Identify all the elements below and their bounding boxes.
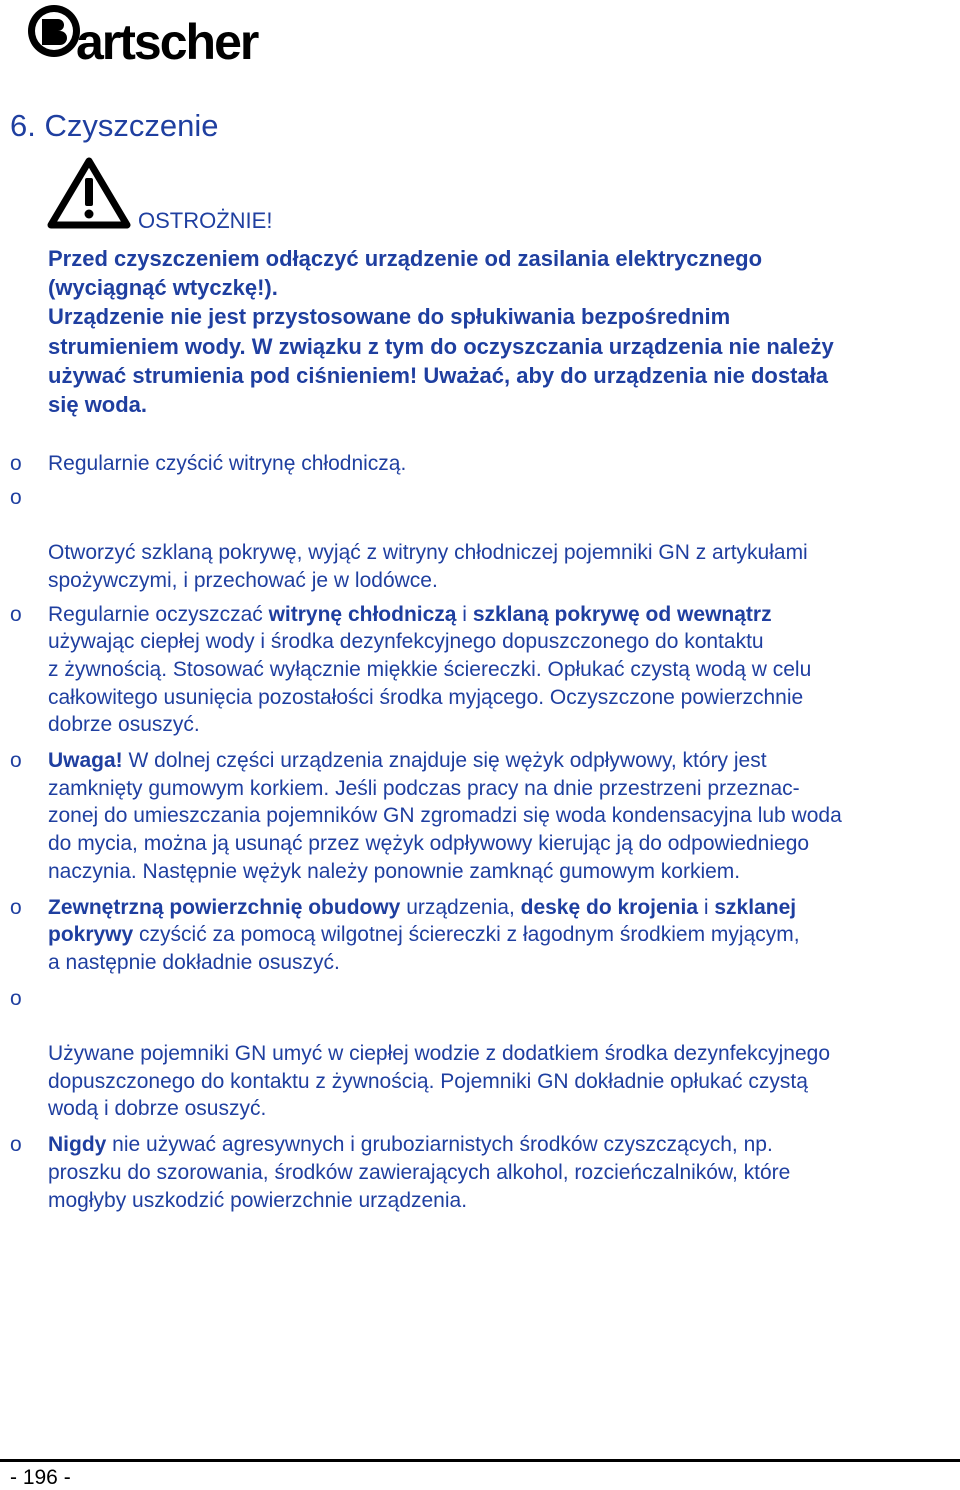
list-item [0,484,960,595]
warning-line: Przed czyszczeniem odłączyć urządzenie od zasilania elektrycznego (wyciągnąć wtyczkę!). [48,246,763,301]
item-text: czyścić za pomocą wilgotnej ściereczki z łagodnym środkiem myjącym, a następnie dokładnie osuszyć. [48,923,800,974]
list-item [0,894,960,977]
bullet: o [10,602,22,626]
bartscher-logo [14,4,258,70]
item-bold: witrynę chłodniczą [268,602,457,626]
list-item [0,450,960,478]
item-bold: Uwaga! [48,749,123,773]
item-text: nie używać agresywnych i gruboziarnistych środków czyszczących, np. proszku do szorowania, środków zawierających alkohol, rozcieńczalników, które mogłyby uszkodzić powierzchnie urządzenia. [48,1133,791,1212]
item-text: Regularnie czyścić witrynę chłodniczą. [48,452,407,475]
cleaning-instructions-list [0,450,960,1214]
item-text: Używane pojemniki GN umyć w ciepłej wodzie z dodatkiem środka dezynfekcyjnego dopuszczonego do kontaktu z żywnością. Pojemniki GN dokładnie opłukać czystą wodą i dobrze osuszyć. [48,1042,831,1121]
list-item [0,1131,960,1214]
bullet: o [10,986,22,1010]
svg-text:artscher: artscher [76,14,258,70]
item-text: używając ciepłej wody i środka dezynfekcyjnego dopuszczonego do kontaktu z żywnością. Stosować wyłącznie miękkie ściereczki. Opłukać czystą wodą w celu całkowitego usunięcia pozostałości środka myjącego. Oczyszczone powierzchnie dobrze osuszyć. [48,630,812,737]
bullet: o [10,452,22,475]
warning-text [48,244,928,419]
bullet: o [10,485,22,509]
warning-line: Urządzenie nie jest przystosowane do spłukiwania bezpośrednim strumieniem wody. W związku z tym do oczyszczania urządzenia nie należy używać strumienia pod ciśnieniem! Uważać, aby do urządzenia nie dostała się woda. [48,304,834,418]
list-item [0,601,960,740]
list-item [0,985,960,1124]
item-text: Regularnie oczyszczać [48,602,269,626]
item-text: W dolnej części urządzenia znajduje się wężyk odpływowy, który jest zamknięty gumowym korkiem. Jeśli podczas pracy na dnie przestrzeni przeznac- zonej do umieszczania pojemników GN zgromadzi się woda kondensacyjna lub woda do mycia, można ją usunąć przez wężyk odpływowy kierując ją do odpowiedniego naczynia. Następnie wężyk należy ponownie zamknąć gumowym korkiem. [48,749,842,883]
page-number: - 196 - [10,1466,71,1489]
item-bold: szklaną pokrywę od wewnątrz [472,602,772,626]
bullet: o [10,1133,22,1157]
item-text: Otworzyć szklaną pokrywę, wyjąć z witryny chłodniczej pojemniki GN z artykułami spożywczymi, i przechować je w lodówce. [48,541,808,592]
item-bold: Zewnętrzną powierzchnię obudowy [48,895,401,919]
item-bold: Nigdy [48,1133,107,1157]
page-title: 6. Czyszczenie [10,108,219,143]
item-text: i [698,895,715,919]
item-bold: deskę do krojenia [520,895,699,919]
warning-triangle-icon [46,156,132,235]
footer-divider [0,1459,960,1462]
list-item [0,747,960,886]
item-text: urządzenia, [400,895,521,919]
warning-title: OSTROŻNIE! [138,208,273,233]
bullet: o [10,895,22,919]
item-text: i [456,602,473,626]
item-bold: szklanej pokrywy [48,895,797,947]
bullet: o [10,749,22,773]
